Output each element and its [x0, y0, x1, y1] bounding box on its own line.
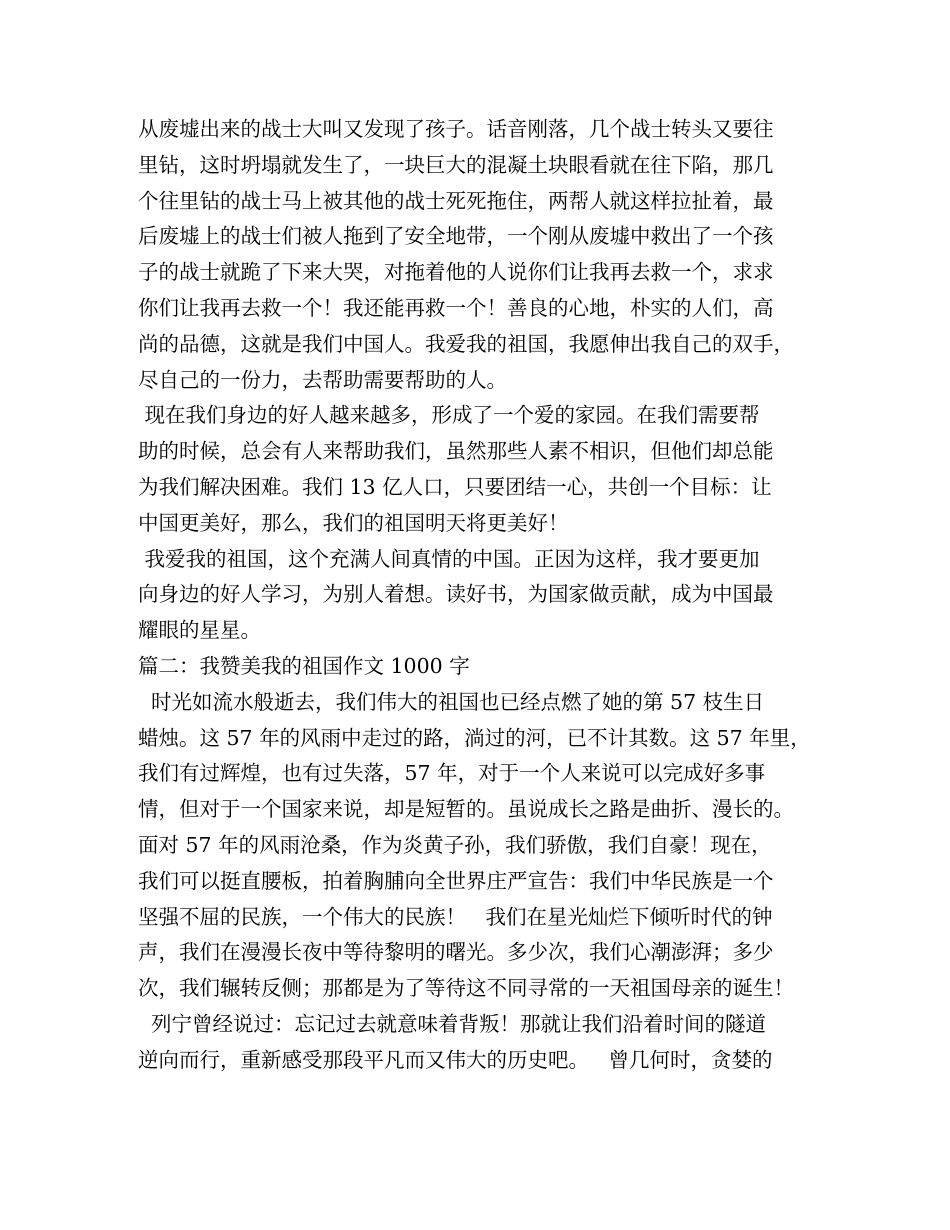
text-line-10: 助的时候，总会有人来帮助我们，虽然那些人素不相识，但他们却总能	[138, 439, 774, 464]
text-line-8: 尽自己的一份力，去帮助需要帮助的人。	[138, 367, 507, 392]
text-line-23: 坚强不屈的民族，一个伟大的民族！ 我们在星光灿烂下倾听时代的钟	[138, 904, 773, 929]
text-line-18: 蜡烛。这 57 年的风雨中走过的路，淌过的河，已不计其数。这 57 年里，	[138, 725, 811, 750]
text-line-12: 中国更美好，那么，我们的祖国明天将更美好！	[138, 510, 569, 535]
text-line-14: 向身边的好人学习，为别人着想。读好书，为国家做贡献，成为中国最	[138, 582, 774, 607]
text-line-3: 个往里钻的战士马上被其他的战士死死拖住，两帮人就这样拉扯着，最	[138, 188, 774, 213]
document-page	[138, 112, 828, 1079]
text-line-17: 时光如流水般逝去，我们伟大的祖国也已经点燃了她的第 57 枝生日	[138, 689, 765, 714]
text-line-22: 我们可以挺直腰板，拍着胸脯向全世界庄严宣告：我们中华民族是一个	[138, 868, 774, 893]
text-line-19: 我们有过辉煌，也有过失落，57 年，对于一个人来说可以完成好多事	[138, 761, 766, 786]
text-line-13: 我爱我的祖国，这个充满人间真情的中国。正因为这样，我才要更加	[138, 546, 760, 571]
text-line-6: 你们让我再去救一个！我还能再救一个！善良的心地，朴实的人们，高	[138, 295, 774, 320]
text-line-4: 后废墟上的战士们被人拖到了安全地带，一个刚从废墟中救出了一个孩	[138, 224, 774, 249]
text-line-2: 里钻，这时坍塌就发生了，一块巨大的混凝土块眼看就在往下陷，那几	[138, 152, 774, 177]
text-line-24: 声，我们在漫漫长夜中等待黎明的曙光。多少次，我们心潮澎湃；多少	[138, 940, 774, 965]
text-line-7: 尚的品德，这就是我们中国人。我爱我的祖国，我愿伸出我自己的双手，	[138, 331, 794, 356]
text-line-21: 面对 57 年的风雨沧桑，作为炎黄子孙，我们骄傲，我们自豪！现在，	[138, 832, 772, 857]
text-line-15: 耀眼的星星。	[138, 618, 261, 643]
text-line-25: 次，我们辗转反侧；那都是为了等待这不同寻常的一天祖国母亲的诞生！	[138, 976, 794, 1001]
text-line-11: 为我们解决困难。我们 13 亿人口，只要团结一心，共创一个目标：让	[138, 474, 772, 499]
text-line-5: 子的战士就跪了下来大哭，对拖着他的人说你们让我再去救一个，求求	[138, 260, 774, 285]
text-line-9: 现在我们身边的好人越来越多，形成了一个爱的家园。在我们需要帮	[138, 403, 760, 428]
text-line-26: 列宁曾经说过：忘记过去就意味着背叛！那就让我们沿着时间的隧道	[138, 1011, 767, 1036]
text-line-1: 从废墟出来的战士大叫又发现了孩子。话音刚落，几个战士转头又要往	[138, 117, 774, 141]
text-line-20: 情，但对于一个国家来说，却是短暂的。虽说成长之路是曲折、漫长的。	[138, 797, 794, 822]
section-heading: 篇二：我赞美我的祖国作文 1000 字	[138, 653, 470, 678]
text-line-27: 逆向而行，重新感受那段平凡而又伟大的历史吧。 曾几何时，贪婪的	[138, 1047, 773, 1072]
